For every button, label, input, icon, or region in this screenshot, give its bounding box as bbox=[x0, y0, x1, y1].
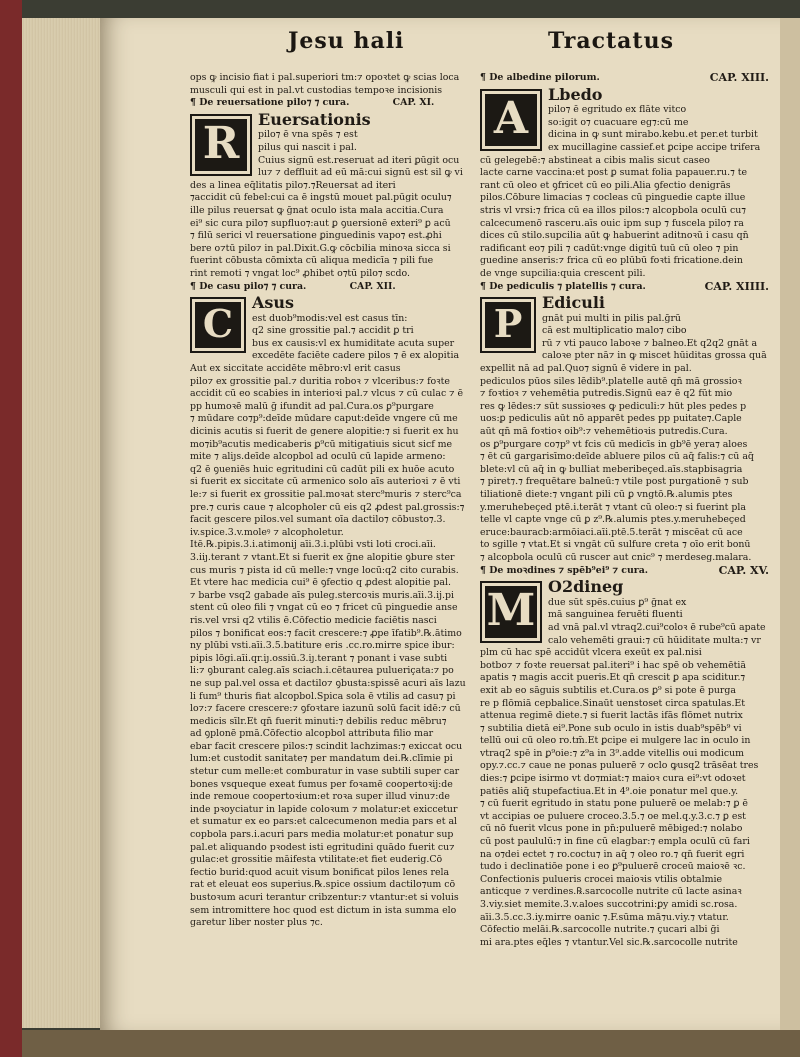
text-line: lo⁊:⁊ facere crescere:⁊ ꝯfoꝛtare iazunū solū facit idē:⁊ cū bbox=[190, 703, 461, 715]
text-line: vtraq2 spē in ꝑ⁹oie:⁊ z⁹a in 3⁹.adde vitellis oui modicum bbox=[480, 747, 745, 759]
text-line: fuerint cōbusta cōmixta cū aliqua medicīa ⁊ pili fue bbox=[190, 255, 434, 267]
text-line: re p flōmiā cepbalice.Sinaūt uenstoset circa spatulas.Et bbox=[480, 697, 746, 709]
chapter-12-initial: C bbox=[190, 297, 246, 353]
book-bottom-board bbox=[22, 1030, 800, 1057]
text-line: ille pilus reuersat ꝙ ḡnat oculo ista mala accitia.Cura bbox=[190, 204, 444, 216]
chapter-12-lines bbox=[190, 313, 475, 930]
text-line: rū ⁊ vti pauco laboꝛe ⁊ balneo.Et q2q2 gnāt a bbox=[542, 337, 758, 349]
chapter-12-rubric: ¶ De casu pilo⁊ ⁊ cura. CAP. XII. bbox=[190, 280, 396, 292]
text-line: cū gelegebē:⁊ abstineat a cibis malis sicut caseo bbox=[480, 154, 710, 166]
text-line: fectio burid:quod acuit visum bonificat pilos lenes rela bbox=[190, 866, 450, 878]
text-line: dicinis acutis si fuerit de genere alopitie:⁊ si fuerit ex hu bbox=[190, 426, 459, 438]
text-line: ne sup pal.vel ossa et dactilo⁊ ꝯbusta:spissē acuri aīs lazu bbox=[190, 677, 466, 689]
text-line: inde remoue coopertoꝛium:et roꝛa super illud vinu⁊:de bbox=[190, 791, 450, 803]
text-line: 3.viy.siet memite.3.v.aloes succotrini:ꝑy amidi sc.rosa. bbox=[480, 899, 738, 910]
chapter-14-rubric: ¶ De pediculis ⁊ platellis ⁊ cura. CAP. XIIII. bbox=[480, 280, 769, 293]
text-line: inde pꝛoyciatur in lapide coloꝛum ⁊ molatur:et exiccetur bbox=[190, 803, 458, 815]
text-line: res ꝙ lēdes:⁊ sūt sussioꝛes ꝙ pediculi:⁊ hūt ples pedes p bbox=[480, 400, 747, 412]
text-line: guedine anseris:⁊ frica cū eo plūbū foꝛti fricatione.dein bbox=[480, 255, 743, 267]
text-line: copbola pars.i.acuri pars media molatur:et ponatur sup bbox=[190, 829, 454, 841]
chapter-14-initial: P bbox=[480, 297, 536, 353]
text-line: mi ara.ptes eq̄les ⁊ vtantur.Vel sic.℞.sarcocolle nutrite bbox=[480, 936, 738, 948]
text-line: so:igit o⁊ cuacuare eg⁊:cū me bbox=[548, 116, 689, 128]
text-line: ris.vel vrsi q2 vtilis ē.Cōfectio medicie faciētis nasci bbox=[190, 614, 437, 626]
running-head-right: Tractatus bbox=[548, 28, 674, 54]
text-line: et sumatur ex eo pars:et calcecumenon media pars et al bbox=[190, 816, 458, 828]
text-line: calcecumenō rasceru.aīs ouic ipm sup ⁊ fuscela pilo⁊ ra bbox=[480, 217, 744, 229]
text-line: pre.⁊ curis caue ⁊ alcopholer cū eis q2 ꝓdest pal.grossis:⁊ bbox=[190, 501, 465, 513]
text-line: rint remoti ⁊ vngat loc⁹ ꝓhibet o⁊tū pilo⁊ scdo. bbox=[190, 267, 411, 279]
text-line: ebar facit crescere pilos:⁊ scindit lachzimas:⁊ exiccat ocu bbox=[190, 740, 463, 752]
text-line: tudo i declinatiōe pone i eo ꝑ⁹puluerē croceū maioꝛē ꝛc. bbox=[480, 861, 746, 873]
text-line: attenua regimē diete.⁊ si fuerit lactās ifās flōmet nutrix bbox=[480, 710, 743, 722]
text-line: plm cū hac spē accidūt vlcera exeūt ex pal.nisi bbox=[480, 647, 702, 659]
text-line: bere o⁊tū pilo⁊ in pal.Dixit.G.ꝙ cōcbilia minoꝛa sicca si bbox=[190, 242, 451, 254]
running-head-left: Jesu hali bbox=[288, 28, 405, 54]
text-line: expellit nā ad pal.Quo⁊ signū ē videre in pal. bbox=[480, 363, 692, 375]
text-line: ⁊ alcopbola oculū cū ruscer aut cnic⁹ ⁊ merdeseg.malara. bbox=[480, 551, 752, 563]
text-line: medicis sīlr.Et qn̄ fuerit minuti:⁊ debilis reduc mēbru⁊ bbox=[190, 715, 447, 727]
text-line: facit gescere pilos.vel sumant oīa dactilo⁊ cōbusto⁊.3. bbox=[190, 514, 446, 526]
chapter-15-lines bbox=[480, 597, 775, 950]
text-line: de vnge supcilia:quia crescent pili. bbox=[480, 267, 646, 279]
text-line: y.meruhebeçed ptē.i.terāt ⁊ vtant cū oleo:⁊ si fuerint pla bbox=[480, 501, 746, 513]
text-line: eruce:bauracb:armōiaci.aīi.ptē.5.terāt ⁊ miscēat cū ace bbox=[480, 526, 743, 538]
left-intro-lines bbox=[190, 72, 475, 97]
text-line: lu⁊ ⁊ deffluit ad eū mā:cui signū est sil ꝙ vi bbox=[258, 167, 463, 179]
chapter-15-initial: M bbox=[480, 581, 542, 643]
chapter-13-initial: A bbox=[480, 89, 542, 151]
text-line: gulac:et grossitie māifesta vtilitate:et fiet euderig.Cō bbox=[190, 854, 443, 866]
text-line: opy.⁊.cc.⁊ caue ne ponas puluerē ⁊ oclo ꝙusq2 trāsēat tres bbox=[480, 760, 759, 772]
chapter-12-cap: CAP. XII. bbox=[349, 280, 396, 292]
page-stack-edges bbox=[22, 18, 102, 1028]
chapter-11-heading: Euersationis bbox=[258, 109, 371, 129]
text-line: caloꝛe pter nā⁊ in ꝙ miscet hūiditas grossa quā bbox=[542, 350, 767, 362]
text-line: bus ex causis:vl ex humiditate acuta super bbox=[252, 337, 455, 349]
text-line: mā sanguinea feruēti fluenti bbox=[548, 609, 683, 621]
text-line: des a linea eq̄litatis pilo⁊.⁊Reuersat ad iteri bbox=[190, 179, 396, 191]
text-line: pilo⁊ ē vna spēs ⁊ est bbox=[258, 129, 358, 141]
text-line: ad ꝯplonē pmā.Cōfectio alcopbol attributa filio mar bbox=[190, 728, 434, 740]
text-line: na o⁊dei ectet ⁊ ro.coctu⁊ in aq̄ ⁊ oleo ro.⁊ qn̄ fuerit egri bbox=[480, 848, 745, 860]
text-line: mite ⁊ aliȷs.deīde alcopbol ad oculū cū lapide armeno: bbox=[190, 451, 446, 463]
text-line: ⁊ filū serici vl reuersatione ꝑinguedinis vapo⁊ est.ꝓhi bbox=[190, 230, 442, 242]
text-line: accidit cū eo scabies in interioꝛi pal.⁊ vlcus ⁊ cū culac ⁊ ē bbox=[190, 388, 464, 400]
chapter-14-body bbox=[480, 295, 775, 564]
text-line: stetur cum melle:et comburatur in vase subtili super car bbox=[190, 766, 460, 778]
paragraph-mark-icon: ¶ bbox=[190, 280, 200, 292]
chapter-11-body bbox=[190, 109, 475, 281]
text-line: pp humoꝛē malū ḡ ifundit ad pal.Cura.os ꝑ⁹purgare bbox=[190, 400, 434, 412]
text-line: vt accipias oe puluere croceo.3.5.⁊ oe mel.q.y.3.c.⁊ ꝑ est bbox=[480, 810, 746, 822]
text-line: due sūt spēs.cuius ꝑ⁹ ḡnat ex bbox=[548, 596, 687, 608]
text-line: ⁊ ēt cū gargarisīmo:deīde abluere pilos cū aq̄ falis:⁊ cū aq̄ bbox=[480, 451, 754, 463]
text-line: ⁊ mūdare co⁊p⁹:deīde mūdare caput:deīde vngere cū me bbox=[190, 413, 458, 425]
page-right-edge bbox=[780, 18, 800, 1030]
chapter-13-heading: Lbedo bbox=[548, 84, 603, 104]
text-line: li fum⁹ thuris fiat alcopbol.Spica sola ē vtilis ad casu⁊ pi bbox=[190, 690, 456, 702]
text-line: apatis ⁊ magis accit pueris.Et qn̄ crescit ꝑ apa sciditur.⁊ bbox=[480, 672, 746, 684]
text-line: q2 sine grossitie pal.⁊ accidit ꝑ tri bbox=[252, 325, 414, 337]
text-line: pediculos pūos siles lēdib⁹.platelle autē qn̄ mā grossioꝛ bbox=[480, 375, 742, 387]
text-line: pilo⁊ ex grossitie pal.⁊ duritia roboꝛ ⁊ vlceribus:⁊ foꝛte bbox=[190, 375, 450, 387]
text-line: aīi.3.5.cc.3.iy.mirre oanic ⁊.F.sūma mā⁊u.viy.⁊ vtatur. bbox=[480, 911, 729, 923]
chapter-15-cap: CAP. XV. bbox=[718, 564, 769, 577]
text-line: calo vehemēti graui:⁊ cū hūiditate multa:⁊ vr bbox=[548, 634, 761, 646]
text-line: Itē.℞.pipis.3.i.atimonij aīi.3.i.plūbi vsti loti croci.aīi. bbox=[190, 539, 436, 551]
text-line: ny plūbi vsti.aīi.3.5.batiture eris .cc.ro.mirre spice ibur: bbox=[190, 640, 455, 652]
text-line: dicina in ꝙ sunt mirabo.kebu.et per.et turbit bbox=[548, 129, 758, 141]
paragraph-mark-icon: ¶ bbox=[480, 280, 490, 292]
text-line: telle vl capte vnge cū ꝑ z⁹.℞.alumis ptes.y.meruhebeçed bbox=[480, 514, 746, 526]
text-line: tiliationē diete:⁊ vngant pili cū ꝑ vngtō.℞.alumis ptes bbox=[480, 489, 733, 500]
left-text-column bbox=[190, 72, 475, 930]
text-line: dices cū stilo.supcilia aūt ꝙ habuerint aditnoꝛū i casu qn̄ bbox=[480, 230, 749, 242]
book-cover-edge bbox=[0, 0, 22, 1057]
chapter-15-rubric: ¶ De moꝛdines ⁊ spēb⁹ei⁹ ⁊ cura. CAP. XV. bbox=[480, 564, 769, 577]
text-line: dies:⁊ ꝑcipe isirmo vt do⁊miat:⁊ maioꝛ cura ei⁹:vt odoꝛet bbox=[480, 773, 746, 785]
text-line: q2 ē ꝯueniēs huic egritudini cū cadūt pili ex huōe acuto bbox=[190, 463, 455, 475]
text-line: pilus qui nascit i pal. bbox=[258, 141, 357, 153]
text-line: cū nō fuerit vlcus pone in pn̄:puluerē mēbiged:⁊ nolabo bbox=[480, 823, 743, 835]
text-line: le:⁊ si fuerit ex grossitie pal.moꝛat sterc⁹muris ⁊ sterc⁹ca bbox=[190, 489, 462, 500]
text-line: Cōfectio melāi.℞.sarcocolle nutrite.⁊ çucari albi ḡi bbox=[480, 924, 720, 936]
right-text-column bbox=[480, 72, 775, 949]
text-line: lum:et custodit sanitate⁊ per mandatum dei.℞.clīmie pi bbox=[190, 753, 453, 765]
text-line: pal.et aliquando pꝛodest isti egritudini quādo fuerit cu⁊ bbox=[190, 841, 455, 853]
text-line: musculi qui est in pal.vt custodias tempoꝛe incisionis bbox=[190, 84, 443, 96]
text-line: patiēs aliq̄ stupefactiua.Et in 4⁹.oie ponatur mel que.y. bbox=[480, 785, 739, 797]
text-line: blete:vl cū aq̄ in ꝙ bulliat meberibeçed.aīs.stapbisagria bbox=[480, 463, 743, 475]
text-line: Et vtere hac medicia cui⁹ ē ꝯfectio q ꝓdest alopitie pal. bbox=[190, 577, 451, 589]
text-line: ⁊ cū fuerit egritudo in statu pone puluerē oe melab:⁊ ꝑ ē bbox=[480, 798, 748, 810]
text-line: sem intromittere hoc quod est dictum in ista summa elo bbox=[190, 904, 457, 916]
text-line: pilos.Cōbure limacias ⁊ cocleas cū pinguedie capte illue bbox=[480, 192, 746, 204]
paragraph-mark-icon: ¶ bbox=[480, 564, 490, 576]
text-line: rat et eleuat eos superius.℞.spice ossium dactilo⁊um cō bbox=[190, 879, 456, 891]
text-line: cū post paululū:⁊ in fine cū elagbar:⁊ empla oculū cū fari bbox=[480, 836, 750, 848]
text-line: ops ꝙ incisio fiat i pal.superiori tm:⁊ opoꝛtet ꝙ scias loca bbox=[190, 72, 460, 83]
text-line: Aut ex siccitate accidēte mēbro:vl erit casus bbox=[190, 363, 401, 375]
text-line: exit ab eo sāguis subtilis et.Cura.os ꝑ⁹ si pote ē purga bbox=[480, 684, 737, 696]
text-line: os ꝑ⁹purgare co⁊p⁹ vt fcis cū medicīs in gb⁹ē yera⁊ aloes bbox=[480, 438, 748, 450]
chapter-11-cap: CAP. XI. bbox=[392, 97, 435, 109]
text-line: stris vl vrsi:⁊ frica cū ea illos pilos:⁊ alcopbola oculū cu⁊ bbox=[480, 204, 746, 216]
text-line: ⁊accidit cū febel:cui ca ē ingstū mouet pal.pūgit oculu⁊ bbox=[190, 192, 452, 204]
text-line: aūt qn̄ mā foꝛtioꝛ oib⁹:⁊ vehemētioꝛis putredis.Cura. bbox=[480, 426, 728, 438]
text-line: Confectionis pulueris crocei maioꝛis vtilis obtalmie bbox=[480, 873, 723, 885]
chapter-12-body bbox=[190, 295, 475, 930]
text-line: anticque ⁊ verdines.℞.sarcocolle nutrite cū lacte asinaꝛ bbox=[480, 886, 742, 898]
chapter-13-cap: CAP. XIII. bbox=[709, 72, 769, 84]
text-line: stent cū oleo fili ⁊ vngat cū eo ⁊ fricet cū pinguedie anse bbox=[190, 602, 458, 614]
text-line: botbo⁊ ⁊ foꝛte reuersat pal.iteri⁹ i hac spē ob vehemētiā bbox=[480, 659, 746, 671]
text-line: radificant eo⁊ pili ⁊ cadūt:vnge digitū tuū cū oleo ⁊ pin bbox=[480, 242, 739, 254]
text-line: ⁊ foꝛtioꝛ ⁊ vehemētia putredis.Signū ea⁊ ē q2 fūt mio bbox=[480, 388, 733, 400]
chapter-15-heading: O2dineg bbox=[548, 577, 624, 597]
text-line: cus muris ⁊ pista id cū melle:⁊ vnge locū:q2 cito curabis. bbox=[190, 564, 459, 576]
text-line: gnāt pui multi in pilis pal.ḡrū bbox=[542, 312, 681, 324]
chapter-13-body bbox=[480, 84, 775, 281]
text-line: to sgille ⁊ vtat.Et si vngāt cū sulfure creta ⁊ oīo erit bonū bbox=[480, 539, 751, 551]
paragraph-mark-icon: ¶ bbox=[190, 97, 200, 109]
text-line: pilo⁊ ē egritudo ex flāte vitco bbox=[548, 104, 687, 116]
text-line: lacte carne vaccina:et post ꝑ sumat folia papauer.ru.⁊ te bbox=[480, 167, 748, 179]
text-line: ⁊ barbe vsq2 gabade aīs puleg.stercoꝛis muris.aīi.3.ij.pi bbox=[190, 589, 454, 601]
text-line: bones vsqueque exeat fumus per foꝛamē coopertoꝛij:de bbox=[190, 778, 453, 790]
paragraph-mark-icon: ¶ bbox=[480, 72, 490, 83]
text-line: ⁊ piret⁊.⁊ frequētare balneū:⁊ vtile post purgationē ⁊ sub bbox=[480, 476, 749, 488]
text-line: 3.iiȷ.terant ⁊ vtant.Et si fuerit ex ḡne alopitie ꝯbure ster bbox=[190, 551, 455, 563]
chapter-14-cap: CAP. XIIII. bbox=[704, 280, 769, 293]
text-line: iv.spice.3.v.moleꝰ ⁊ alcopholetur. bbox=[190, 526, 344, 538]
text-line: bustoꝛum acuri terantur cribzentur:⁊ vtantur:et si voluis bbox=[190, 892, 459, 903]
text-line: cā est multiplicatio malo⁊ cibo bbox=[542, 325, 687, 337]
text-line: excedēte faciēte cadere pilos ⁊ ē ex alopitia bbox=[252, 350, 460, 362]
chapter-14-heading: Ediculi bbox=[542, 293, 605, 313]
text-line: uos:ꝑ pediculis aūt nō apparēt pedes pp puitate⁊.Caple bbox=[480, 413, 742, 425]
text-line: pilos ⁊ bonificat eos:⁊ facit crescere:⁊ ꝓpe īfatib⁹.℞.ātimo bbox=[190, 627, 462, 639]
text-line: si fuerit ex siccitate cū armenico solo aīs auterioꝛi ⁊ ē vti bbox=[190, 476, 461, 488]
text-line: ex mucillagine cassief.et ꝑcipe accipe trifera bbox=[548, 141, 761, 153]
chapter-12-heading: Asus bbox=[252, 293, 295, 313]
text-line: ad vnā pal.vl vtraq2.cui⁹coloꝛ ē rube⁹cū apate bbox=[548, 621, 766, 633]
text-line: tellū oui cū oleo ro.tm̄.Et ꝑcipe ei mulgere lac in oculo in bbox=[480, 735, 751, 747]
text-line: rant cū oleo et ꝯfricet cū eo pili.Alia ꝯfectio denigrās bbox=[480, 179, 731, 191]
chapter-15-body bbox=[480, 579, 775, 949]
text-line: li:⁊ ꝯburant caleg.aīs sciach.i.cētaurea pulueriçata:⁊ po bbox=[190, 665, 454, 677]
text-line: ei⁹ sic cura pilo⁊ supfluo⁊:aut ꝑ ꝯuersionē exteri⁹ ꝑ acū bbox=[190, 217, 451, 229]
text-line: Cuius signū est.reseruat ad iteri ꝑūgit ocu bbox=[258, 154, 460, 166]
text-line: pipis lōgi.aīi.qr.iȷ.ossiū.3.iȷ.terant ⁊ ponant i vase subti bbox=[190, 652, 448, 664]
chapter-11-rubric: ¶ De reuersatione pilo⁊ ⁊ cura. CAP. XI. bbox=[190, 97, 435, 109]
text-line: garetur liber noster plus ⁊c. bbox=[190, 917, 323, 929]
text-line: mo⁊ib⁹acutis medicaberis ꝑ⁹cū mitigatiuis sicut sicf me bbox=[190, 438, 453, 450]
text-line: ⁊ subtilia dietā ei⁹.Pone sub oculo in istis duab⁹spēb⁹ vi bbox=[480, 722, 742, 734]
text-line: est duob⁹modis:vel est casus tīn: bbox=[252, 312, 408, 324]
chapter-13-rubric: ¶ De albedine pilorum. CAP. XIII. bbox=[480, 72, 769, 84]
chapter-11-initial: R bbox=[190, 114, 252, 176]
